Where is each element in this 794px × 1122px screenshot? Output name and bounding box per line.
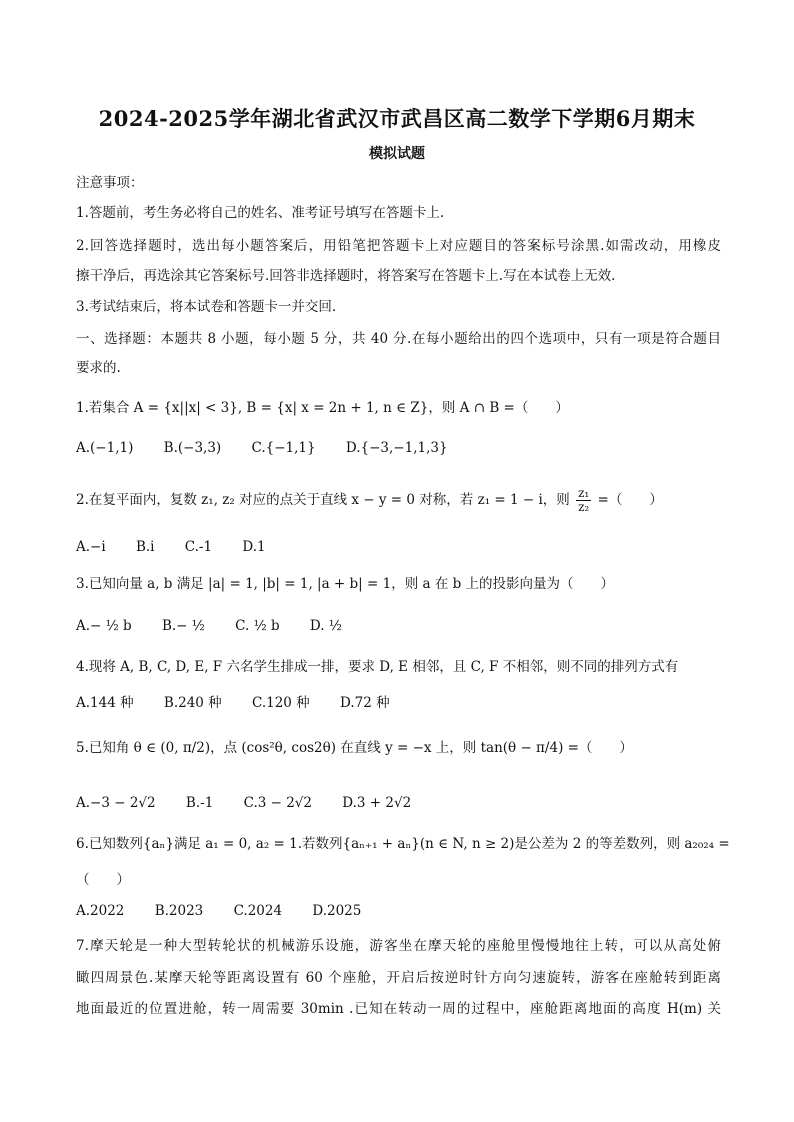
question-2-fraction <box>576 487 591 514</box>
question-5-option-d: D.3 + 2√2 <box>342 795 412 811</box>
question-2-option-d: D.1 <box>242 539 266 555</box>
question-6-stem-blank: （ ） <box>76 872 130 888</box>
page-title: 2024-2025学年湖北省武汉市武昌区高二数学下学期6月期末 <box>98 106 696 131</box>
question-4-option-d: D.72 种 <box>339 695 390 711</box>
question-3-stem: 3.已知向量 a, b 满足 |a| = 1, |b| = 1, |a + b| = 1，则 a 在 b 上的投影向量为（ ） <box>76 576 615 592</box>
question-5-stem: 5.已知角 θ ∈ (0, π/2)，点 (cos²θ, cos2θ) 在直线 y = −x 上，则 tan(θ − π/4) =（ ） <box>76 740 633 756</box>
question-4-stem: 4.现将 A, B, C, D, E, F 六名学生排成一排，要求 D, E 相邻，且 C, F 不相邻，则不同的排列方式有 <box>76 659 679 675</box>
question-3-option-b: B.− ½ <box>161 618 205 634</box>
question-6-option-d: D.2025 <box>312 903 362 919</box>
page-subtitle: 模拟试题 <box>369 146 425 162</box>
section-1-intro-line-2: 要求的. <box>76 360 121 376</box>
question-2-option-a: A.−i <box>76 539 106 555</box>
question-4-option-a: A.144 种 <box>76 695 134 711</box>
question-4-option-b: B.240 种 <box>163 695 222 711</box>
question-2-stem-end: =（ ） <box>597 492 663 508</box>
question-7-line-1: 7.摩天轮是一种大型转轮状的机械游乐设施，游客坐在摩天轮的座舱里慢慢地往上转，可以从高处俯 <box>76 938 721 954</box>
question-5-option-b: B.-1 <box>185 795 214 811</box>
question-7-line-3: 地面最近的位置进舱，转一周需要 30min .已知在转动一周的过程中，座舱距离地面的高度 H(m) 关 <box>76 1001 721 1017</box>
question-4-options <box>76 693 721 713</box>
question-3-option-a: A.− ½ b <box>76 618 132 634</box>
note-item-2-line-2: 擦干净后，再选涂其它答案标号.回答非选择题时，将答案写在答题卡上.写在本试卷上无效. <box>76 268 616 284</box>
note-item-2-line-1: 2.回答选择题时，选出每小题答案后，用铅笔把答题卡上对应题目的答案标号涂黑.如需改动，用橡皮 <box>76 238 721 254</box>
question-6-option-b: B.2023 <box>154 903 204 919</box>
note-item-3: 3.考试结束后，将本试卷和答题卡一并交回. <box>76 299 337 315</box>
question-5-options <box>76 793 721 813</box>
note-item-1: 1.答题前，考生务必将自己的姓名、准考证号填写在答题卡上. <box>76 205 445 221</box>
question-2-stem <box>76 486 721 514</box>
question-1-option-a: A.(−1,1) <box>76 440 134 456</box>
question-6-option-a: A.2022 <box>76 903 125 919</box>
question-1-option-b: B.(−3,3) <box>163 440 222 456</box>
question-6-options <box>76 901 721 921</box>
question-6-stem: 6.已知数列{aₙ}满足 a₁ = 0, a₂ = 1.若数列{aₙ₊₁ + aₙ}(n ∈ N, n ≥ 2)是公差为 2 的等差数列，则 a₂₀₂₄ = <box>76 836 730 852</box>
question-3-option-c: C. ½ b <box>235 618 280 634</box>
question-7-line-2: 瞰四周景色.某摩天轮等距离设置有 60 个座舱，开启后按逆时针方向匀速旋转，游客在座舱转到距离 <box>76 970 721 986</box>
question-1-option-c: C.{−1,1} <box>251 440 316 456</box>
question-3-option-d: D. ½ <box>309 618 342 634</box>
question-2-option-b: B.i <box>135 539 155 555</box>
question-2-stem-text: 2.在复平面内，复数 z₁, z₂ 对应的点关于直线 x − y = 0 对称，若 z₁ = 1 − i，则 <box>76 492 570 508</box>
question-2-fraction-numerator: z₁ <box>578 486 590 500</box>
question-5-option-a: A.−3 − 2√2 <box>76 795 156 811</box>
question-2-fraction-denominator: z₂ <box>578 500 590 514</box>
question-1-option-d: D.{−3,−1,1,3} <box>345 440 448 456</box>
question-4-option-c: C.120 种 <box>251 695 310 711</box>
notes-heading: 注意事项： <box>76 175 144 191</box>
question-2-options <box>76 537 721 557</box>
section-1-intro-line-1: 一、选择题：本题共 8 小题，每小题 5 分，共 40 分.在每小题给出的四个选项中，只有一项是符合题目 <box>76 331 721 347</box>
question-1-stem: 1.若集合 A = {x||x| < 3}, B = {x| x = 2n + 1, n ∈ Z}，则 A ∩ B =（ ） <box>76 400 569 416</box>
question-3-options <box>76 616 721 636</box>
question-5-option-c: C.3 − 2√2 <box>243 795 312 811</box>
question-6-option-c: C.2024 <box>233 903 283 919</box>
question-2-option-c: C.-1 <box>184 539 213 555</box>
question-1-options <box>76 438 721 458</box>
